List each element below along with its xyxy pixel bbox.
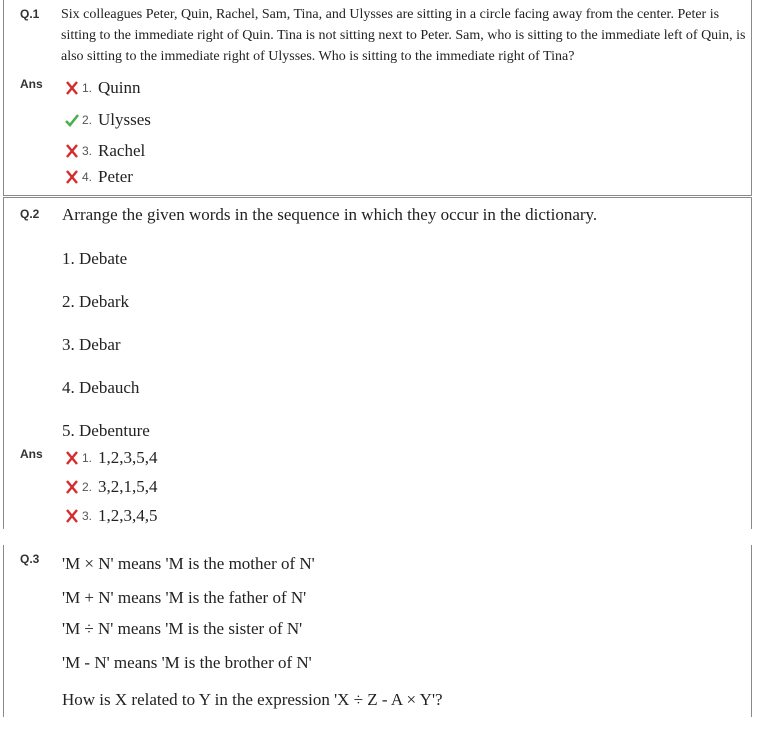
question-label: Q.2	[20, 207, 40, 221]
statement-line: 'M × N' means 'M is the mother of N'	[62, 554, 315, 573]
wrong-icon	[64, 80, 80, 96]
q2-right-border	[751, 197, 752, 529]
wrong-icon	[64, 479, 80, 495]
q1-right-border	[751, 0, 752, 196]
option-number: 3.	[82, 509, 93, 523]
option-number: 1.	[82, 81, 93, 95]
option-number: 4.	[82, 170, 93, 184]
option-2[interactable]	[64, 110, 151, 130]
wrong-icon	[64, 508, 80, 524]
wrong-icon	[64, 143, 80, 159]
option-3[interactable]	[64, 141, 145, 161]
option-2[interactable]	[64, 477, 158, 497]
option-text: 1,2,3,4,5	[98, 506, 158, 525]
option-text: Rachel	[98, 141, 146, 160]
option-number: 2.	[82, 480, 93, 494]
question-text: Arrange the given words in the sequence in which they occur in the dictionary.	[62, 205, 598, 224]
question-text: How is X related to Y in the expression 'X ÷ Z - A × Y'?	[62, 690, 443, 709]
q1-left-border	[3, 0, 4, 196]
option-number: 3.	[82, 144, 93, 158]
option-text: 3,2,1,5,4	[98, 477, 158, 496]
word-item: 3. Debar	[62, 335, 121, 354]
q3-left-border	[3, 545, 4, 717]
word-item: 2. Debark	[62, 292, 130, 311]
option-1[interactable]	[64, 78, 141, 98]
word-item: 4. Debauch	[62, 378, 140, 397]
option-4[interactable]	[64, 167, 133, 187]
wrong-icon	[64, 169, 80, 185]
option-text: Quinn	[98, 78, 141, 97]
option-text: Peter	[98, 167, 133, 186]
q3-right-border	[751, 545, 752, 717]
option-text: Ulysses	[98, 110, 151, 129]
statement-line: 'M + N' means 'M is the father of N'	[62, 588, 307, 607]
answer-label: Ans	[20, 447, 43, 461]
question-label: Q.3	[20, 552, 40, 566]
question-text: Six colleagues Peter, Quin, Rachel, Sam, Tina, and Ulysses are sitting in a circle facing away from the center. Peter is sitting to the immediate right of Quin. Tina is not sitting next to Peter. Sam, who is sitting to the immediate left of Quin, is also sitting to the immediate right of Ulysses. Who is sitting to the immediate right of Tina?	[61, 7, 746, 64]
q2-left-border	[3, 197, 4, 529]
statement-line: 'M - N' means 'M is the brother of N'	[62, 653, 312, 672]
option-1[interactable]	[64, 448, 158, 468]
q1-bottom-border-2	[3, 197, 752, 198]
option-number: 2.	[82, 113, 93, 127]
q1-bottom-border	[3, 195, 752, 196]
answer-label: Ans	[20, 77, 43, 91]
check-icon	[64, 112, 80, 128]
option-number: 1.	[82, 451, 93, 465]
question-label: Q.1	[20, 7, 40, 21]
option-3[interactable]	[64, 506, 158, 526]
word-item: 5. Debenture	[62, 421, 150, 440]
wrong-icon	[64, 450, 80, 466]
word-item: 1. Debate	[62, 249, 128, 268]
option-text: 1,2,3,5,4	[98, 448, 158, 467]
statement-line: 'M ÷ N' means 'M is the sister of N'	[62, 619, 303, 638]
